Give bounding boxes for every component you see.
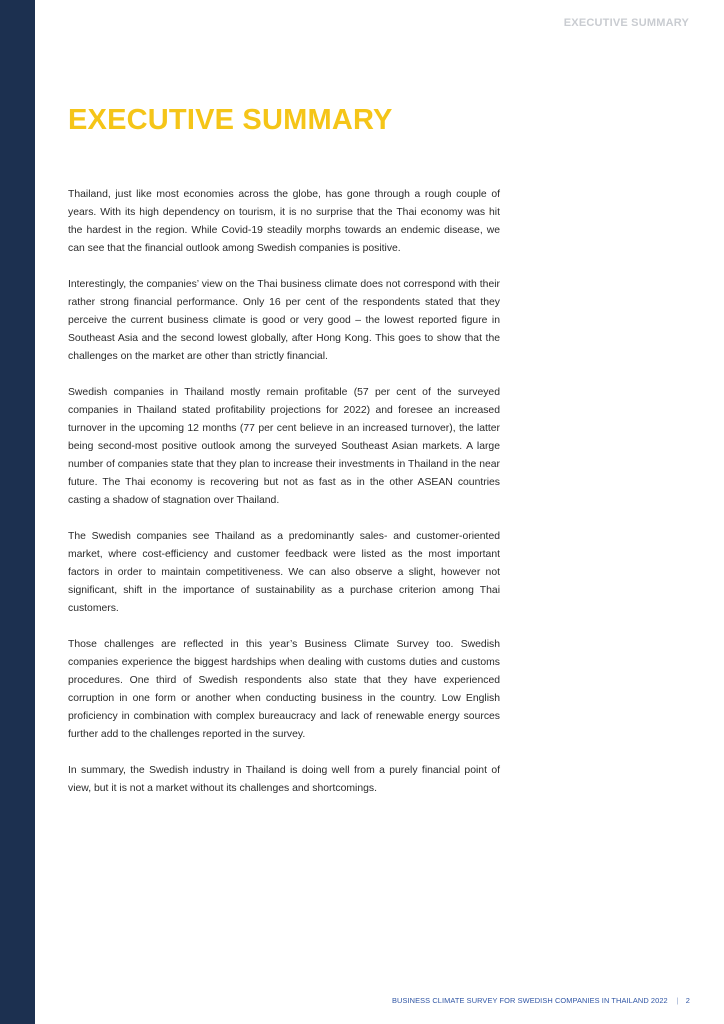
- paragraph-5: Those challenges are reflected in this year’s Business Climate Survey too. Swedish companies experience the biggest hardships when dealing with customs duties and customs procedures. One third of Swedish respondents also state that they have experienced corruption in one form or another when conducting business in the country. Low English proficiency in combination with complex bureaucracy and lack of renewable energy sources further add to the challenges reported in the survey.: [68, 639, 500, 740]
- paragraph-2: Interestingly, the companies’ view on the Thai business climate does not correspond with their rather strong financial performance. Only 16 per cent of the respondents stated that they perceive the current business climate is good or very good – the lowest reported figure in Southeast Asia and the second lowest globally, after Hong Kong. This goes to show that the challenges on the market are other than strictly financial.: [68, 279, 500, 362]
- page-footer: [392, 996, 690, 1005]
- paragraph-3: Swedish companies in Thailand mostly remain profitable (57 per cent of the surveyed companies in Thailand stated profitability projections for 2022) and foresee an increased turnover in the upcoming 12 months (77 per cent believe in an increased turnover), the latter being second-most positive outlook among the surveyed Southeast Asian markets. A large number of companies state that they plan to increase their investments in Thailand in the near future. The Thai economy is recovering but not as fast as in the other ASEAN countries casting a shadow of stagnation over Thailand.: [68, 387, 500, 506]
- running-header: EXECUTIVE SUMMARY: [563, 17, 689, 29]
- paragraph-6: In summary, the Swedish industry in Thailand is doing well from a purely financial point of view, but it is not a market without its challenges and shortcomings.: [68, 765, 500, 794]
- footer-separator: |: [676, 996, 679, 1005]
- page-title: EXECUTIVE SUMMARY: [68, 104, 393, 136]
- paragraph-1: Thailand, just like most economies across the globe, has gone through a rough couple of years. With its high dependency on tourism, it is no surprise that the Thai economy was hit the hardest in the region. While Covid-19 steadily morphs towards an endemic disease, we can see that the financial outlook among Swedish companies is positive.: [68, 189, 500, 254]
- sidebar-band: [0, 0, 35, 1024]
- paragraph-4: The Swedish companies see Thailand as a predominantly sales- and customer-oriented market, where cost-efficiency and customer feedback were listed as the most important factors in order to maintain competitiveness. We can also observe a slight, however not significant, shift in the importance of sustainability as a purchase criterion among Thai customers.: [68, 531, 500, 614]
- footer-publication: BUSINESS CLIMATE SURVEY FOR SWEDISH COMPANIES IN THAILAND 2022: [392, 996, 668, 1005]
- body-text: [68, 186, 500, 816]
- page-number: 2: [685, 996, 690, 1005]
